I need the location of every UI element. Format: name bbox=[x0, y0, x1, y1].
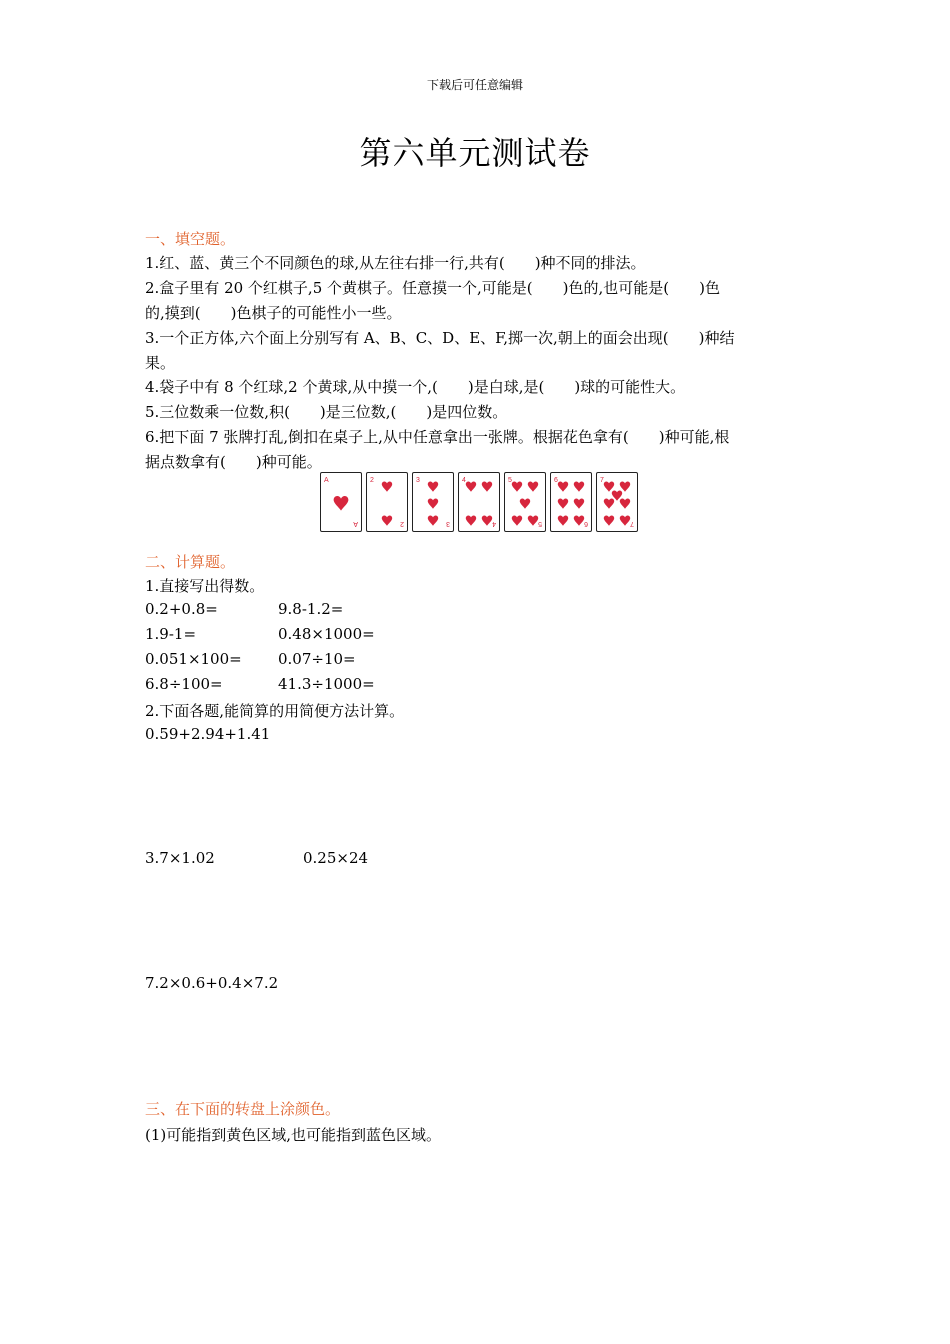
heart-icon bbox=[382, 481, 392, 491]
question-6-line-1: 6.把下面 7 张牌打乱,倒扣在桌子上,从中任意拿出一张牌。根据花色拿有( )种可能,根 bbox=[145, 428, 730, 446]
spinner-question-1: (1)可能指到黄色区域,也可能指到蓝色区域。 bbox=[145, 1126, 442, 1144]
card-rank-top: 3 bbox=[416, 477, 420, 484]
heart-icon bbox=[428, 481, 438, 491]
card-rank-top: 4 bbox=[462, 477, 466, 484]
card-rank-top: 6 bbox=[554, 477, 558, 484]
heart-icon bbox=[520, 498, 530, 508]
card-rank-bottom: 5 bbox=[538, 520, 542, 527]
heart-icon bbox=[334, 496, 349, 511]
header-note: 下载后可任意编辑 bbox=[426, 78, 523, 92]
heart-icon bbox=[382, 515, 392, 525]
question-3-line-2: 果。 bbox=[145, 354, 176, 372]
heart-icon bbox=[620, 498, 630, 508]
question-2-line-1: 2.盒子里有 20 个红棋子,5 个黄棋子。任意摸一个,可能是( )色的,也可能是( )色 bbox=[145, 279, 720, 297]
calc-row-3-right: 0.07÷10= bbox=[278, 650, 356, 668]
heart-icon bbox=[482, 515, 492, 525]
card-rank-bottom: 4 bbox=[492, 520, 496, 527]
card-face bbox=[367, 473, 407, 531]
heart-icon bbox=[528, 515, 538, 525]
card-rank-bottom: A bbox=[353, 520, 358, 527]
heart-icon bbox=[512, 481, 522, 491]
section-heading-calculation: 二、计算题。 bbox=[145, 553, 236, 571]
heart-icon bbox=[558, 498, 568, 508]
card-rank-top: 5 bbox=[508, 477, 512, 484]
heart-icon bbox=[466, 481, 476, 491]
card-rank-top: 2 bbox=[370, 477, 374, 484]
heart-icon bbox=[574, 498, 584, 508]
calc-row-1-left: 0.2+0.8= bbox=[145, 600, 218, 618]
expression-2: 3.7×1.02 bbox=[145, 849, 215, 867]
question-3-line-1: 3.一个正方体,六个面上分别写有 A、B、C、D、E、F,掷一次,朝上的面会出现( )种结 bbox=[145, 329, 735, 347]
heart-icon bbox=[428, 498, 438, 508]
heart-icon bbox=[574, 481, 584, 491]
card-face bbox=[505, 473, 545, 531]
heart-icon bbox=[528, 481, 538, 491]
section-heading-fill-blank: 一、填空题。 bbox=[145, 230, 236, 248]
card-face bbox=[413, 473, 453, 531]
section-heading-spinner: 三、在下面的转盘上涂颜色。 bbox=[145, 1100, 341, 1118]
heart-icon bbox=[574, 515, 584, 525]
card-rank-bottom: 6 bbox=[584, 520, 588, 527]
calc-row-1-right: 9.8-1.2= bbox=[278, 600, 344, 618]
playing-card-6 bbox=[550, 472, 592, 532]
heart-icon bbox=[482, 481, 492, 491]
card-rank-top: A bbox=[324, 477, 329, 484]
playing-card-5 bbox=[504, 472, 546, 532]
heart-icon bbox=[428, 515, 438, 525]
heart-icon bbox=[558, 481, 568, 491]
page-title: 第六单元测试卷 bbox=[359, 134, 591, 172]
heart-icon bbox=[604, 498, 614, 508]
heart-icon bbox=[620, 515, 630, 525]
playing-card-4 bbox=[458, 472, 500, 532]
playing-cards bbox=[320, 472, 638, 532]
playing-card-3 bbox=[412, 472, 454, 532]
card-face bbox=[551, 473, 591, 531]
card-face bbox=[597, 473, 637, 531]
heart-icon bbox=[604, 515, 614, 525]
calc-row-2-right: 0.48×1000= bbox=[278, 625, 375, 643]
heart-icon bbox=[604, 481, 614, 491]
card-rank-bottom: 2 bbox=[400, 520, 404, 527]
heart-icon bbox=[558, 515, 568, 525]
heart-icon bbox=[512, 515, 522, 525]
card-face bbox=[321, 473, 361, 531]
card-face bbox=[459, 473, 499, 531]
playing-card-A bbox=[320, 472, 362, 532]
heart-icon bbox=[466, 515, 476, 525]
expression-1: 0.59+2.94+1.41 bbox=[145, 725, 271, 743]
expression-3: 0.25×24 bbox=[303, 849, 369, 867]
calc-row-2-left: 1.9-1= bbox=[145, 625, 197, 643]
playing-card-2 bbox=[366, 472, 408, 532]
card-rank-top: 7 bbox=[600, 477, 604, 484]
playing-card-7 bbox=[596, 472, 638, 532]
subquestion-2: 2.下面各题,能简算的用简便方法计算。 bbox=[145, 702, 405, 720]
heart-icon bbox=[620, 481, 630, 491]
card-rank-bottom: 3 bbox=[446, 520, 450, 527]
card-rank-bottom: 7 bbox=[630, 520, 634, 527]
subquestion-1: 1.直接写出得数。 bbox=[145, 577, 265, 595]
question-5: 5.三位数乘一位数,积( )是三位数,( )是四位数。 bbox=[145, 403, 508, 421]
calc-row-4-right: 41.3÷1000= bbox=[278, 675, 375, 693]
question-6-line-2: 据点数拿有( )种可能。 bbox=[145, 453, 322, 471]
expression-4: 7.2×0.6+0.4×7.2 bbox=[145, 974, 279, 992]
calc-row-3-left: 0.051×100= bbox=[145, 650, 242, 668]
question-4: 4.袋子中有 8 个红球,2 个黄球,从中摸一个,( )是白球,是( )球的可能性大。 bbox=[145, 378, 686, 396]
question-2-line-2: 的,摸到( )色棋子的可能性小一些。 bbox=[145, 304, 402, 322]
calc-row-4-left: 6.8÷100= bbox=[145, 675, 223, 693]
question-1: 1.红、蓝、黄三个不同颜色的球,从左往右排一行,共有( )种不同的排法。 bbox=[145, 254, 646, 272]
